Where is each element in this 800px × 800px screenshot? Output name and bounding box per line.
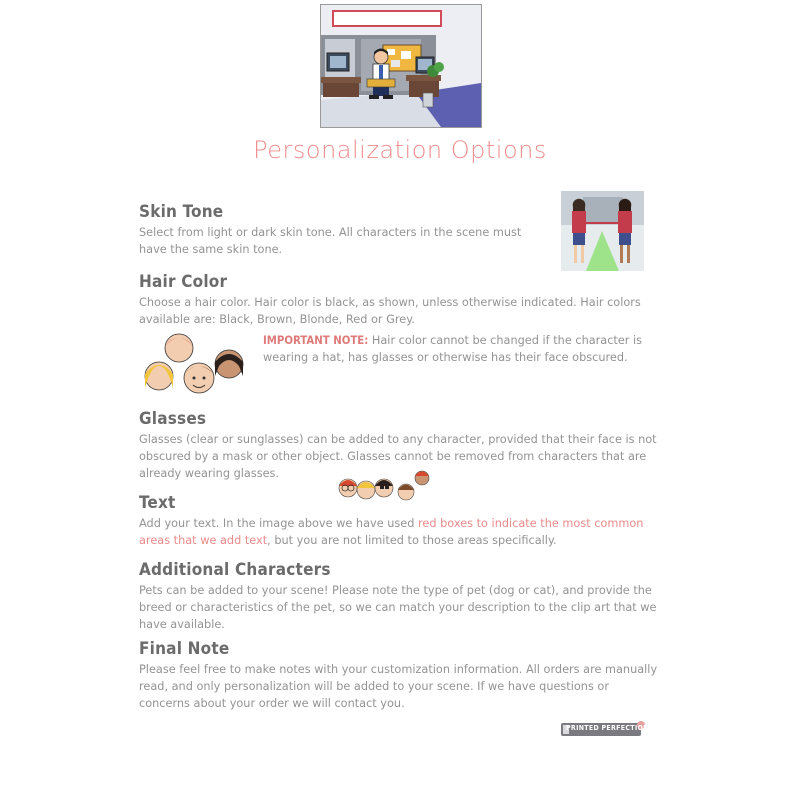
section-additional-characters xyxy=(139,560,659,633)
section-body: Select from light or dark skin tone. All characters in the scene must have the same skin tone. xyxy=(139,226,522,256)
section-text xyxy=(139,493,659,549)
logo-text: PRINTED PERFECTION xyxy=(566,724,649,732)
section-heading: Skin Tone xyxy=(139,202,224,222)
page-title: Personalization Options xyxy=(253,136,547,164)
section-final-note xyxy=(139,639,659,712)
section-heading: Text xyxy=(139,493,176,513)
section-heading: Final Note xyxy=(139,639,230,659)
section-body xyxy=(139,515,659,549)
section-heading: Glasses xyxy=(139,409,207,429)
office-scene-image xyxy=(320,4,482,128)
section-body: Glasses (clear or sunglasses) can be added to any character, provided that their face is not obscured by a mask or other object. Glasses cannot be removed from characters that are already wearing glasses. xyxy=(139,433,657,480)
text-body-highlight: red boxes to indicate the most common areas that we add text xyxy=(139,517,644,547)
hair-color-important-note xyxy=(263,332,643,366)
section-body: Pets can be added to your scene! Please note the type of pet (dog or cat), and provide the breed or characteristics of the pet, so we can match your description to the clip art that we have available. xyxy=(139,584,657,631)
section-hair-color xyxy=(139,272,659,328)
text-body-start: Add your text. In the image above we have used xyxy=(139,517,419,530)
section-body: Choose a hair color. Hair color is black, as shown, unless otherwise indicated. Hair colors available are: Black, Brown, Blonde, Red or Grey. xyxy=(139,296,641,326)
skin-tone-image xyxy=(561,191,644,271)
hair-color-faces-image xyxy=(139,330,251,400)
important-note-label: IMPORTANT NOTE: xyxy=(263,334,369,347)
text-body-end: , but you are not limited to those areas specifically. xyxy=(267,534,557,547)
section-skin-tone xyxy=(139,202,544,258)
important-note-text: Hair color cannot be changed if the character is wearing a hat, has glasses or otherwise has their face obscured. xyxy=(263,334,643,364)
section-heading: Hair Color xyxy=(139,272,228,292)
section-body: Please feel free to make notes with your customization information. All orders are manually read, and only personalization will be added to your scene. If we have questions or concerns about your order we will contact you. xyxy=(139,663,658,710)
section-heading: Additional Characters xyxy=(139,560,331,580)
